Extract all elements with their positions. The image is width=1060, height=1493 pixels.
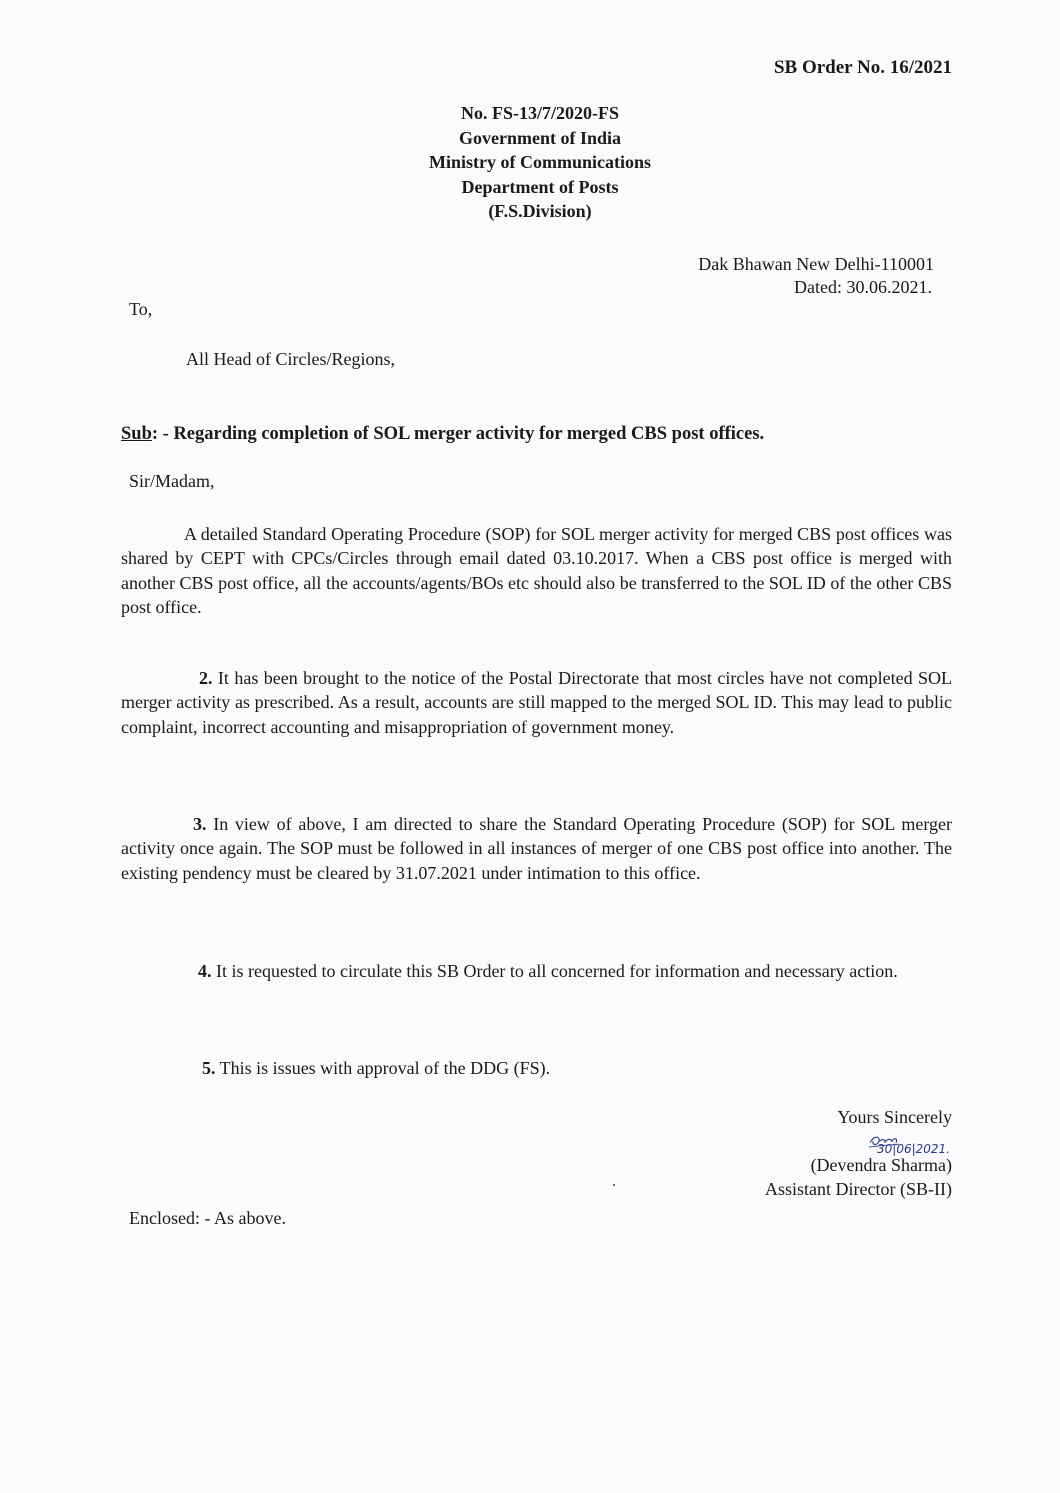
paragraph-4-text: It is requested to circulate this SB Order to all concerned for information and necessary action. — [211, 961, 898, 981]
paragraph-3-text: In view of above, I am directed to share the Standard Operating Procedure (SOP) for SOL merger activity once again. The SOP must be followed in all instances of merger of one CBS post office into another. The existing pendency must be cleared by 31.07.2021 under intimation to this office. — [121, 814, 952, 883]
paragraph-4-number: 4. — [198, 961, 212, 981]
subject-line — [121, 424, 764, 445]
paragraph-2 — [121, 666, 952, 739]
division-line: (F.S.Division) — [488, 201, 592, 221]
letter-date: Dated: 30.06.2021. — [794, 277, 932, 297]
paragraph-5 — [202, 1056, 902, 1080]
signatory-title: Assistant Director (SB-II) — [765, 1179, 952, 1199]
government-line: Government of India — [459, 127, 621, 148]
paragraph-5-number: 5. — [202, 1058, 216, 1078]
closing-line: Yours Sincerely — [837, 1107, 952, 1127]
subject-label: Sub — [121, 424, 152, 444]
signature-date: 30|06|2021. — [877, 1142, 950, 1156]
paragraph-2-text: It has been brought to the notice of the Postal Directorate that most circles have not completed SOL merger activity as prescribed. As a result, accounts are still mapped to the merged SOL ID. This may lead to public complaint, incorrect accounting and misappropriation of government money. — [121, 668, 952, 737]
subject-text: : - Regarding completion of SOL merger activity for merged CBS post offices. — [151, 424, 765, 444]
ministry-line: Ministry of Communications — [429, 152, 651, 172]
signatory-name: (Devendra Sharma) — [810, 1155, 952, 1175]
paragraph-3-number: 3. — [193, 814, 207, 834]
stray-mark — [613, 1184, 615, 1186]
paragraph-3 — [121, 812, 952, 885]
enclosure-note: Enclosed: - As above. — [129, 1208, 286, 1228]
signature-row — [765, 1129, 952, 1156]
paragraph-2-number: 2. — [199, 668, 213, 688]
department-line: Department of Posts — [461, 176, 619, 197]
paragraph-4 — [172, 959, 952, 983]
signature-block — [765, 1105, 952, 1201]
order-number: SB Order No. 16/2021 — [773, 57, 952, 78]
to-line: To, — [129, 299, 153, 319]
paragraph-1-text: A detailed Standard Operating Procedure (SOP) for SOL merger activity for merged CBS post offices was shared by CEPT with CPCs/Circles through email dated 03.10.2017. When a CBS post office is merged with another CBS post office, all the accounts/agents/BOs etc should also be transferred to the SOL ID of the other CBS post office. — [121, 524, 952, 617]
letter-header — [330, 101, 750, 224]
file-number: No. FS-13/7/2020-FS — [460, 103, 619, 123]
salutation: Sir/Madam, — [129, 471, 215, 491]
paragraph-1 — [121, 522, 952, 619]
addressee: All Head of Circles/Regions, — [186, 349, 395, 369]
sender-address: Dak Bhawan New Delhi-110001 — [698, 254, 934, 274]
paragraph-5-text: This is issues with approval of the DDG (FS). — [215, 1058, 551, 1078]
